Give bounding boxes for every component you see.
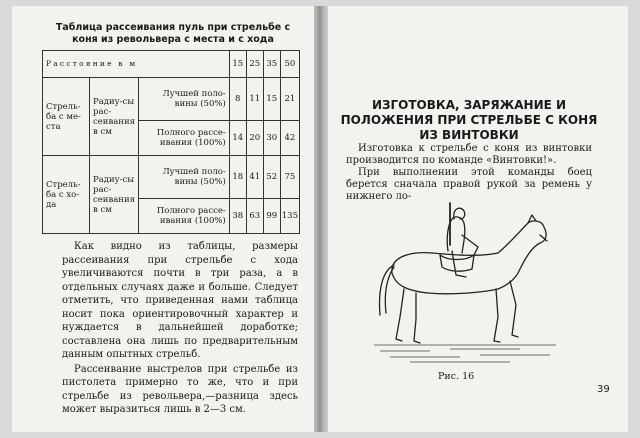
table-row [43, 78, 300, 121]
table-cell: 15 [263, 78, 280, 121]
rider [447, 208, 478, 277]
table-header-row [43, 51, 300, 78]
paragraph: Изготовка к стрельбе с коня из винтовки производится по команде «Винтовки!». [346, 143, 592, 166]
table-cell: 8 [229, 78, 246, 121]
ground-hatching [374, 345, 556, 362]
table-cell: 11 [246, 78, 263, 121]
table-cell: 99 [263, 199, 280, 234]
table-cell: 52 [263, 156, 280, 199]
best-half-label: Лучшей поло-вины (50%) [139, 156, 230, 199]
radius-label: Радиу-сы рас-сеивания в см [90, 78, 139, 156]
paragraph: Как видно из таблицы, размеры рассеивания при стрельбе с хода увеличиваются почти в три раза, а в отдельных случаях даже и больше. Следует отметить, что приведенная нами таблица носит пока ориентировочный характер и нуждается в дальнейшей доработке; составлена она лишь по предварительным данным опытных стрельб. [62, 241, 298, 360]
distance-35: 35 [263, 51, 280, 78]
paragraph: Рассеивание выстрелов при стрельбе из пистолета примерно то же, что и при стрельбе из револьвера,—разница здесь может выразиться лишь в 2—3 см. [62, 363, 298, 415]
table-cell: 75 [280, 156, 299, 199]
distance-50: 50 [280, 51, 299, 78]
distance-15: 15 [229, 51, 246, 78]
left-body-text [62, 240, 298, 418]
right-body-text [346, 143, 592, 203]
distance-25: 25 [246, 51, 263, 78]
figure-caption: Рис. 16 [438, 371, 475, 382]
radius-label: Радиу-сы рас-сеивания в см [90, 156, 139, 234]
mode-standing: Стрель-ба с ме-ста [43, 78, 90, 156]
table-cell: 20 [246, 121, 263, 156]
best-half-label: Лучшей поло-вины (50%) [139, 78, 230, 121]
table-cell: 38 [229, 199, 246, 234]
horse-rider-illustration [370, 195, 560, 365]
table-cell: 30 [263, 121, 280, 156]
table-row [43, 156, 300, 199]
full-dispersion-label: Полного рассе-ивания (100%) [139, 199, 230, 234]
table-cell: 41 [246, 156, 263, 199]
dispersion-table [42, 50, 300, 234]
section-title: ИЗГОТОВКА, ЗАРЯЖАНИЕ И ПОЛОЖЕНИЯ ПРИ СТРЕЛЬБЕ С КОНЯ ИЗ ВИНТОВКИ [340, 98, 598, 142]
table-cell: 42 [280, 121, 299, 156]
table-cell: 18 [229, 156, 246, 199]
table-cell: 14 [229, 121, 246, 156]
table-cell: 135 [280, 199, 299, 234]
table-cell: 63 [246, 199, 263, 234]
distance-header: Расстояние в м [43, 51, 230, 78]
mode-moving: Стрель-ба с хо-да [43, 156, 90, 234]
full-dispersion-label: Полного рассе-ивания (100%) [139, 121, 230, 156]
page-number: 39 [597, 384, 610, 395]
table-caption: Таблица рассеивания пуль при стрельбе с коня из револьвера с места и с хода [55, 22, 291, 45]
saddle [440, 255, 474, 271]
book-gutter [314, 6, 328, 432]
table-cell: 21 [280, 78, 299, 121]
paragraph: При выполнении этой команды боец берется сначала правой рукой за ремень у нижнего ло- [346, 167, 592, 202]
